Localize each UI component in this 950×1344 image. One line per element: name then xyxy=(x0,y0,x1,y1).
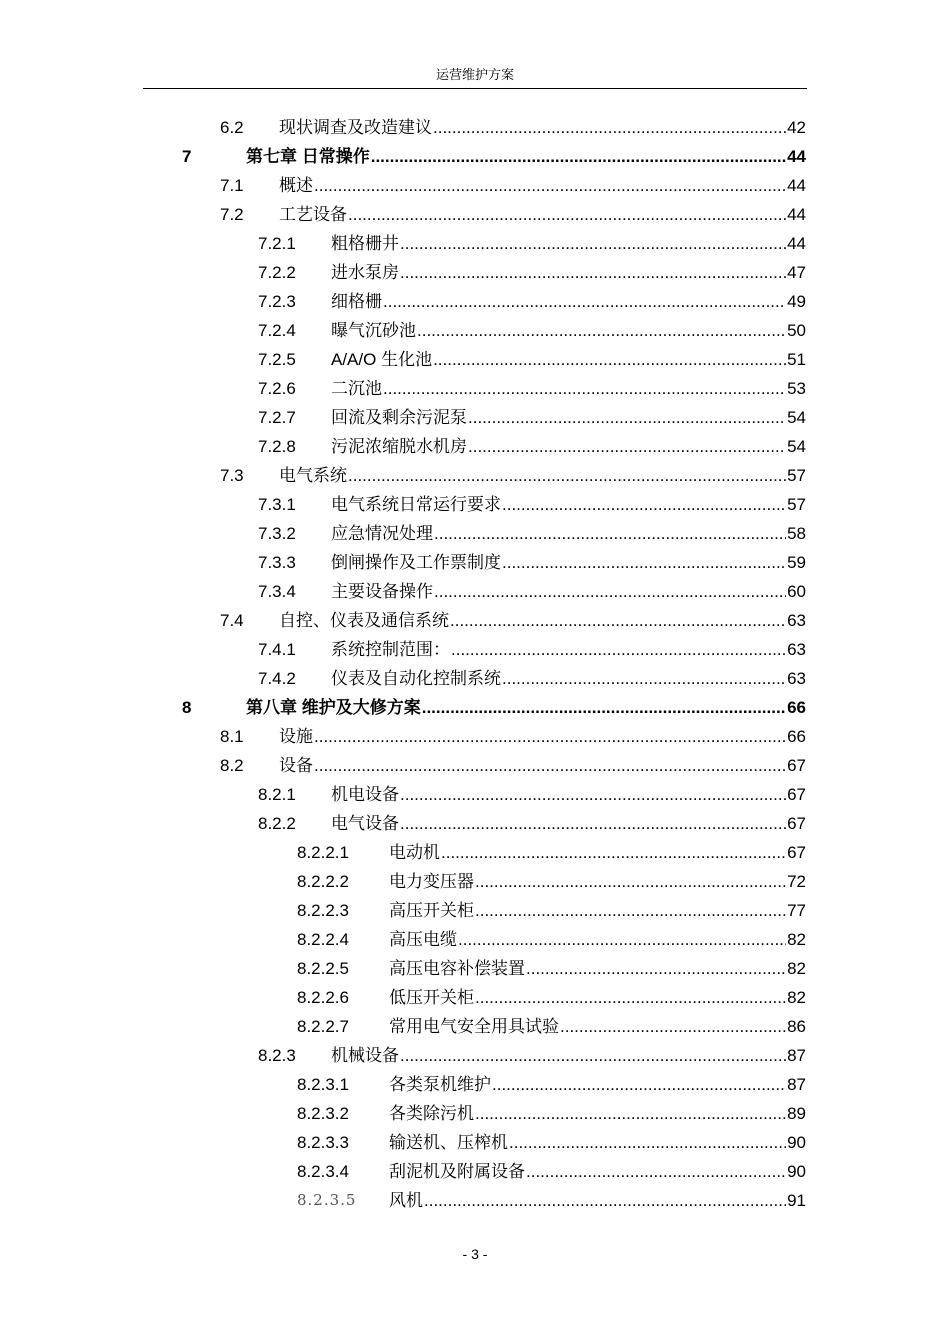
toc-dot-leader xyxy=(502,664,786,693)
toc-entry-title: 概述 xyxy=(279,176,313,195)
toc-dot-leader xyxy=(468,403,786,432)
toc-entry[interactable] xyxy=(0,867,806,896)
toc-entry-number: 7.2.3 xyxy=(258,292,296,311)
toc-entry-number: 8.2.3 xyxy=(258,1046,296,1065)
toc-entry-title: 细格栅 xyxy=(331,292,382,311)
toc-dot-leader xyxy=(492,1070,786,1099)
toc-entry-number: 7.2.1 xyxy=(258,234,296,253)
toc-entry[interactable] xyxy=(0,258,806,287)
toc-dot-leader xyxy=(424,1186,786,1215)
toc-dot-leader xyxy=(314,171,786,200)
toc-dot-leader xyxy=(433,345,786,374)
toc-entry-page: 59 xyxy=(787,553,806,572)
toc-entry-page: 91 xyxy=(787,1191,806,1210)
toc-entry-title: 系统控制范围： xyxy=(331,640,450,659)
toc-entry-number: 7 xyxy=(182,147,192,166)
toc-entry-number: 7.3.4 xyxy=(258,582,296,601)
toc-dot-leader xyxy=(371,142,786,171)
toc-dot-leader xyxy=(526,1157,786,1186)
toc-entry-number: 8.2.1 xyxy=(258,785,296,804)
toc-entry-title: 应急情况处理 xyxy=(331,524,433,543)
toc-entry-page: 54 xyxy=(787,437,806,456)
toc-entry-number: 8 xyxy=(182,698,192,717)
toc-entry-number: 8.2.2.2 xyxy=(297,872,349,891)
toc-entry-number: 8.2.3.4 xyxy=(297,1162,349,1181)
toc-entry-title: A/A/O 生化池 xyxy=(331,350,433,369)
toc-entry-title: 自控、仪表及通信系统 xyxy=(279,611,449,630)
toc-dot-leader xyxy=(502,490,786,519)
toc-entry-number: 7.1 xyxy=(220,176,244,195)
header-title: 运营维护方案 xyxy=(435,67,514,82)
toc-entry-title: 倒闸操作及工作票制度 xyxy=(331,553,501,572)
toc-entry[interactable] xyxy=(0,432,806,461)
toc-entry-title: 现状调查及改造建议 xyxy=(279,118,432,137)
toc-entry-title: 高压电容补偿装置 xyxy=(389,959,525,978)
toc-entry[interactable] xyxy=(0,171,806,200)
toc-dot-leader xyxy=(434,577,786,606)
toc-dot-leader xyxy=(458,925,786,954)
toc-dot-leader xyxy=(400,229,786,258)
toc-entry-number: 6.2 xyxy=(220,118,244,137)
toc-entry-number: 7.4 xyxy=(220,611,244,630)
toc-entry-page: 67 xyxy=(787,814,806,833)
toc-entry-page: 42 xyxy=(787,118,806,137)
toc-entry-title: 曝气沉砂池 xyxy=(331,321,416,340)
toc-entry-page: 66 xyxy=(787,727,806,746)
toc-entry-number: 7.2 xyxy=(220,205,244,224)
toc-entry-page: 63 xyxy=(787,669,806,688)
toc-entry-title: 粗格栅井 xyxy=(331,234,399,253)
toc-entry-number: 8.2.2.4 xyxy=(297,930,349,949)
toc-entry-title: 主要设备操作 xyxy=(331,582,433,601)
toc-entry[interactable] xyxy=(0,809,806,838)
toc-entry-page: 87 xyxy=(787,1075,806,1094)
toc-entry-number: 7.2.2 xyxy=(258,263,296,282)
toc-dot-leader xyxy=(560,1012,786,1041)
toc-entry[interactable] xyxy=(0,693,806,722)
toc-entry[interactable] xyxy=(0,606,806,635)
toc-entry[interactable] xyxy=(0,722,806,751)
toc-entry-title: 第七章 日常操作 xyxy=(246,147,370,166)
toc-entry-title: 各类除污机 xyxy=(389,1104,474,1123)
toc-dot-leader xyxy=(502,548,786,577)
toc-entry[interactable] xyxy=(0,113,806,142)
toc-entry[interactable] xyxy=(0,1128,806,1157)
toc-entry-page: 72 xyxy=(787,872,806,891)
toc-dot-leader xyxy=(475,983,786,1012)
toc-entry-page: 60 xyxy=(787,582,806,601)
toc-entry-number: 7.2.5 xyxy=(258,350,296,369)
toc-entry-number: 7.3.2 xyxy=(258,524,296,543)
toc-entry[interactable] xyxy=(0,1157,806,1186)
toc-entry-title: 风机 xyxy=(389,1191,423,1210)
toc-entry[interactable] xyxy=(0,1041,806,1070)
toc-dot-leader xyxy=(314,722,786,751)
toc-entry-page: 50 xyxy=(787,321,806,340)
toc-entry-title: 电气设备 xyxy=(331,814,399,833)
toc-entry-number: 7.2.7 xyxy=(258,408,296,427)
toc-entry-number: 7.3 xyxy=(220,466,244,485)
toc-entry-page: 63 xyxy=(787,640,806,659)
toc-entry-page: 67 xyxy=(787,756,806,775)
toc-entry-number: 8.2.2 xyxy=(258,814,296,833)
toc-entry-title: 机电设备 xyxy=(331,785,399,804)
toc-dot-leader xyxy=(441,838,786,867)
toc-entry-number: 8.2.2.5 xyxy=(297,959,349,978)
toc-entry[interactable] xyxy=(0,1186,806,1215)
toc-entry[interactable] xyxy=(0,142,806,171)
toc-entry[interactable] xyxy=(0,983,806,1012)
toc-entry[interactable] xyxy=(0,519,806,548)
toc-dot-leader xyxy=(434,519,786,548)
toc-entry[interactable] xyxy=(0,490,806,519)
toc-entry-title: 设施 xyxy=(279,727,313,746)
toc-entry-page: 63 xyxy=(787,611,806,630)
toc-entry-title: 电气系统 xyxy=(279,466,347,485)
toc-entry-title: 刮泥机及附属设备 xyxy=(389,1162,525,1181)
toc-dot-leader xyxy=(509,1128,786,1157)
toc-dot-leader xyxy=(383,287,786,316)
toc-entry-number: 8.2.3.3 xyxy=(297,1133,349,1152)
toc-entry-page: 82 xyxy=(787,988,806,1007)
toc-dot-leader xyxy=(475,1099,786,1128)
toc-dot-leader xyxy=(468,432,786,461)
toc-entry-title: 机械设备 xyxy=(331,1046,399,1065)
toc-entry-number: 8.2.2.3 xyxy=(297,901,349,920)
toc-entry-page: 82 xyxy=(787,959,806,978)
page-footer xyxy=(0,1246,950,1262)
toc-entry-title: 低压开关柜 xyxy=(389,988,474,1007)
toc-dot-leader xyxy=(475,867,786,896)
toc-entry-title: 设备 xyxy=(279,756,313,775)
toc-entry[interactable] xyxy=(0,780,806,809)
toc-dot-leader xyxy=(383,374,786,403)
toc-entry-page: 54 xyxy=(787,408,806,427)
toc-entry-title: 电气系统日常运行要求 xyxy=(331,495,501,514)
toc-entry-page: 44 xyxy=(787,176,806,195)
toc-entry-number: 7.3.1 xyxy=(258,495,296,514)
toc-entry-title: 第八章 维护及大修方案 xyxy=(246,698,421,717)
toc-dot-leader xyxy=(417,316,786,345)
toc-entry[interactable] xyxy=(0,1099,806,1128)
toc-entry-title: 常用电气安全用具试验 xyxy=(389,1017,559,1036)
toc-entry-number: 7.4.1 xyxy=(258,640,296,659)
toc-entry[interactable] xyxy=(0,461,806,490)
toc-entry[interactable] xyxy=(0,374,806,403)
toc-entry-page: 67 xyxy=(787,785,806,804)
toc-entry-page: 57 xyxy=(787,466,806,485)
toc-entry-page: 44 xyxy=(787,205,806,224)
toc-entry-page: 53 xyxy=(787,379,806,398)
toc-entry-page: 47 xyxy=(787,263,806,282)
toc-entry[interactable] xyxy=(0,577,806,606)
toc-dot-leader xyxy=(422,693,786,722)
toc-entry[interactable] xyxy=(0,403,806,432)
toc-entry-title: 回流及剩余污泥泵 xyxy=(331,408,467,427)
toc-entry-number: 8.2.2.6 xyxy=(297,988,349,1007)
toc-entry-title: 高压电缆 xyxy=(389,930,457,949)
toc-entry-title: 电力变压器 xyxy=(389,872,474,891)
toc-entry-number: 8.2.2.7 xyxy=(297,1017,349,1036)
toc-entry-page: 44 xyxy=(787,147,806,166)
toc-entry[interactable] xyxy=(0,287,806,316)
toc-entry-number: 8.2 xyxy=(220,756,244,775)
toc-entry[interactable] xyxy=(0,1012,806,1041)
toc-dot-leader xyxy=(526,954,786,983)
toc-entry[interactable] xyxy=(0,200,806,229)
toc-entry[interactable] xyxy=(0,838,806,867)
toc-dot-leader xyxy=(400,258,786,287)
toc-entry-page: 90 xyxy=(787,1133,806,1152)
toc-entry-title: 污泥浓缩脱水机房 xyxy=(331,437,467,456)
toc-entry[interactable] xyxy=(0,954,806,983)
toc-entry[interactable] xyxy=(0,751,806,780)
toc-entry-number: 8.2.3.1 xyxy=(297,1075,349,1094)
toc-entry-title: 二沉池 xyxy=(331,379,382,398)
toc-entry-number: 8.2.3.5 xyxy=(297,1191,357,1209)
toc-dot-leader xyxy=(400,809,786,838)
toc-entry-title: 各类泵机维护 xyxy=(389,1075,491,1094)
page-number: - 3 - xyxy=(462,1246,488,1262)
toc-dot-leader xyxy=(400,1041,786,1070)
toc-entry-number: 8.2.3.2 xyxy=(297,1104,349,1123)
toc-entry-number: 8.1 xyxy=(220,727,244,746)
toc-entry-title: 进水泵房 xyxy=(331,263,399,282)
toc-entry-page: 90 xyxy=(787,1162,806,1181)
toc-entry[interactable] xyxy=(0,896,806,925)
toc-entry-page: 44 xyxy=(787,234,806,253)
toc-entry[interactable] xyxy=(0,229,806,258)
toc-entry[interactable] xyxy=(0,925,806,954)
toc-entry-page: 58 xyxy=(787,524,806,543)
toc-entry[interactable] xyxy=(0,1070,806,1099)
toc-entry-page: 77 xyxy=(787,901,806,920)
toc-entry-number: 7.2.8 xyxy=(258,437,296,456)
toc-dot-leader xyxy=(348,461,786,490)
toc-entry-page: 49 xyxy=(787,292,806,311)
toc-entry-page: 66 xyxy=(787,698,806,717)
toc-entry[interactable] xyxy=(0,664,806,693)
toc-entry-title: 仪表及自动化控制系统 xyxy=(331,669,501,688)
toc-entry-number: 7.4.2 xyxy=(258,669,296,688)
toc-entry-number: 8.2.2.1 xyxy=(297,843,349,862)
toc-dot-leader xyxy=(433,113,786,142)
toc-entry-page: 51 xyxy=(787,350,806,369)
toc-entry-number: 7.3.3 xyxy=(258,553,296,572)
toc-entry-page: 89 xyxy=(787,1104,806,1123)
toc-entry-page: 67 xyxy=(787,843,806,862)
toc-entry-page: 82 xyxy=(787,930,806,949)
toc-dot-leader xyxy=(400,780,786,809)
toc-entry-number: 7.2.4 xyxy=(258,321,296,340)
toc-entry[interactable] xyxy=(0,316,806,345)
toc-entry-page: 86 xyxy=(787,1017,806,1036)
toc-dot-leader xyxy=(451,635,786,664)
toc-entry-page: 57 xyxy=(787,495,806,514)
toc-entry-number: 7.2.6 xyxy=(258,379,296,398)
toc-entry-title: 工艺设备 xyxy=(279,205,347,224)
toc-entry-title: 输送机、压榨机 xyxy=(389,1133,508,1152)
toc-dot-leader xyxy=(314,751,786,780)
toc-dot-leader xyxy=(348,200,786,229)
toc-entry-title: 电动机 xyxy=(389,843,440,862)
toc-entry-page: 87 xyxy=(787,1046,806,1065)
toc-entry-title: 高压开关柜 xyxy=(389,901,474,920)
toc-dot-leader xyxy=(450,606,786,635)
toc-dot-leader xyxy=(475,896,786,925)
toc-entry[interactable] xyxy=(0,635,806,664)
page-header xyxy=(143,62,807,89)
toc-entry[interactable] xyxy=(0,345,806,374)
toc-entry[interactable] xyxy=(0,548,806,577)
